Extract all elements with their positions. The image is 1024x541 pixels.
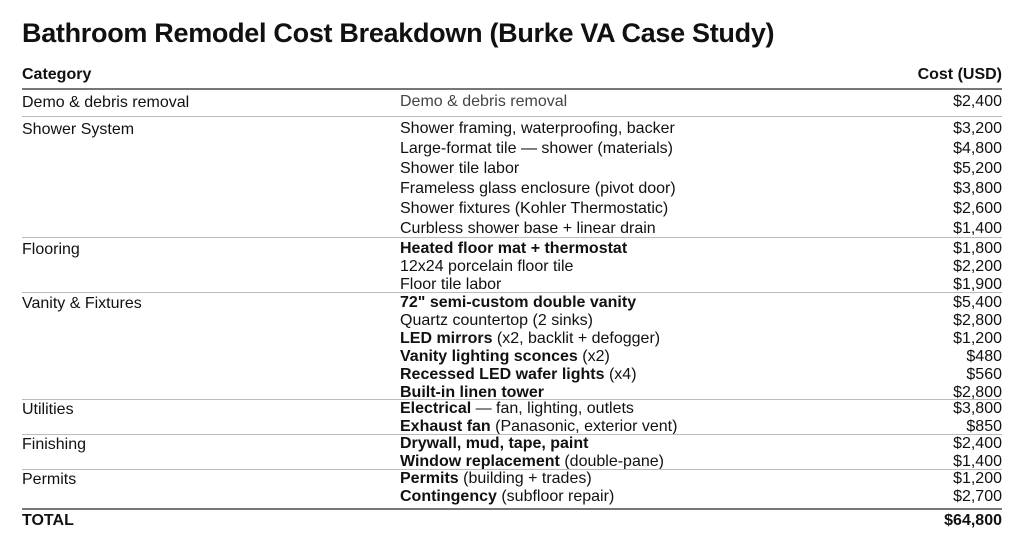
line-item bbox=[400, 239, 1002, 257]
item-cost: $2,800 bbox=[953, 312, 1002, 329]
item-description bbox=[400, 435, 588, 453]
header-divider bbox=[22, 88, 1002, 90]
item-cost: $2,800 bbox=[953, 384, 1002, 401]
item-emphasis: Exhaust fan bbox=[400, 418, 491, 435]
line-item bbox=[400, 452, 1002, 470]
line-item bbox=[400, 469, 1002, 487]
line-item bbox=[400, 119, 1002, 139]
item-detail: (building + trades) bbox=[458, 470, 592, 487]
item-cost: $1,800 bbox=[953, 240, 1002, 257]
line-item bbox=[400, 417, 1002, 435]
table-header bbox=[22, 64, 1002, 88]
item-cost: $2,600 bbox=[953, 200, 1002, 217]
item-description bbox=[400, 93, 567, 111]
category-label: Permits bbox=[22, 471, 77, 488]
item-cost: $2,400 bbox=[953, 435, 1002, 452]
item-emphasis: Recessed LED wafer lights bbox=[400, 366, 605, 383]
line-item bbox=[400, 139, 1002, 159]
item-cost: $3,200 bbox=[953, 120, 1002, 137]
item-description bbox=[400, 160, 519, 178]
item-description bbox=[400, 240, 627, 258]
item-cost: $1,400 bbox=[953, 453, 1002, 470]
item-detail: Curbless shower base + linear drain bbox=[400, 220, 656, 237]
item-detail: Shower framing, waterproofing, backer bbox=[400, 120, 675, 137]
item-emphasis: Vanity lighting sconces bbox=[400, 348, 578, 365]
category-label: Flooring bbox=[22, 241, 80, 258]
line-item bbox=[400, 347, 1002, 365]
item-detail: Frameless glass enclosure (pivot door) bbox=[400, 180, 676, 197]
item-emphasis: Permits bbox=[400, 470, 459, 487]
line-item bbox=[400, 275, 1002, 293]
item-description bbox=[400, 488, 614, 506]
item-emphasis: Contingency bbox=[400, 488, 497, 505]
category-column-header: Category bbox=[22, 66, 92, 83]
line-item bbox=[400, 311, 1002, 329]
item-detail: Large-format tile — shower (materials) bbox=[400, 140, 673, 157]
cost-column-header: Cost (USD) bbox=[917, 66, 1002, 83]
item-description bbox=[400, 120, 675, 138]
item-description bbox=[400, 348, 610, 366]
item-detail: (x2, backlit + defogger) bbox=[492, 330, 661, 347]
item-description bbox=[400, 470, 592, 488]
item-cost: $480 bbox=[966, 348, 1002, 365]
item-detail: (Panasonic, exterior vent) bbox=[490, 418, 678, 435]
item-detail: Quartz countertop (2 sinks) bbox=[400, 312, 593, 329]
category-label: Shower System bbox=[22, 121, 135, 138]
item-cost: $850 bbox=[966, 418, 1002, 435]
item-detail: Floor tile labor bbox=[400, 276, 502, 293]
item-cost: $4,800 bbox=[953, 140, 1002, 157]
line-item bbox=[400, 434, 1002, 452]
item-detail: Shower fixtures (Kohler Thermostatic) bbox=[400, 200, 669, 217]
item-cost: $5,200 bbox=[953, 160, 1002, 177]
item-description bbox=[400, 140, 673, 158]
page-title: Bathroom Remodel Cost Breakdown (Burke VA Case Study) bbox=[22, 18, 775, 48]
item-description bbox=[400, 258, 573, 276]
item-description bbox=[400, 312, 593, 330]
item-cost: $1,200 bbox=[953, 330, 1002, 347]
category-label: Demo & debris removal bbox=[22, 94, 190, 111]
line-item bbox=[400, 92, 1002, 112]
item-emphasis: Heated floor mat + thermostat bbox=[400, 240, 628, 257]
line-item bbox=[400, 329, 1002, 347]
item-cost: $1,900 bbox=[953, 276, 1002, 293]
total-label: TOTAL bbox=[22, 512, 74, 529]
line-item bbox=[400, 179, 1002, 199]
item-detail: (x2) bbox=[577, 348, 610, 365]
line-item bbox=[400, 199, 1002, 219]
item-cost: $2,400 bbox=[953, 93, 1002, 110]
item-description bbox=[400, 330, 660, 348]
item-cost: $1,200 bbox=[953, 470, 1002, 487]
item-description bbox=[400, 294, 636, 312]
item-detail: 12x24 porcelain floor tile bbox=[400, 258, 574, 275]
item-detail: (subfloor repair) bbox=[496, 488, 615, 505]
item-emphasis: LED mirrors bbox=[400, 330, 493, 347]
item-description bbox=[400, 200, 668, 218]
item-emphasis: Window replacement bbox=[400, 453, 560, 470]
item-cost: $3,800 bbox=[953, 400, 1002, 417]
item-emphasis: 72" semi-custom double vanity bbox=[400, 294, 637, 311]
item-detail: (x4) bbox=[604, 366, 637, 383]
item-cost: $1,400 bbox=[953, 220, 1002, 237]
item-cost: $3,800 bbox=[953, 180, 1002, 197]
category-label: Vanity & Fixtures bbox=[22, 295, 142, 312]
item-detail: Demo & debris removal bbox=[400, 93, 568, 110]
line-item bbox=[400, 293, 1002, 311]
item-cost: $560 bbox=[966, 366, 1002, 383]
category-label: Utilities bbox=[22, 401, 74, 418]
line-item bbox=[400, 159, 1002, 179]
item-description bbox=[400, 366, 637, 384]
item-cost: $2,700 bbox=[953, 488, 1002, 505]
item-emphasis: Drywall, mud, tape, paint bbox=[400, 435, 589, 452]
line-item bbox=[400, 365, 1002, 383]
item-description bbox=[400, 220, 656, 238]
total-value: $64,800 bbox=[944, 512, 1002, 529]
item-cost: $5,400 bbox=[953, 294, 1002, 311]
item-cost: $2,200 bbox=[953, 258, 1002, 275]
item-emphasis: Built-in linen tower bbox=[400, 384, 544, 401]
section-divider bbox=[22, 116, 1002, 117]
line-item bbox=[400, 257, 1002, 275]
section-divider bbox=[22, 237, 1002, 238]
line-item bbox=[400, 399, 1002, 417]
item-detail: (double-pane) bbox=[559, 453, 664, 470]
item-detail: Shower tile labor bbox=[400, 160, 520, 177]
item-emphasis: Electrical bbox=[400, 400, 472, 417]
category-label: Finishing bbox=[22, 436, 87, 453]
item-detail: — fan, lighting, outlets bbox=[471, 400, 634, 417]
item-description bbox=[400, 400, 634, 418]
line-item bbox=[400, 219, 1002, 239]
line-item bbox=[400, 487, 1002, 505]
total-divider bbox=[22, 508, 1002, 510]
item-description bbox=[400, 180, 676, 198]
